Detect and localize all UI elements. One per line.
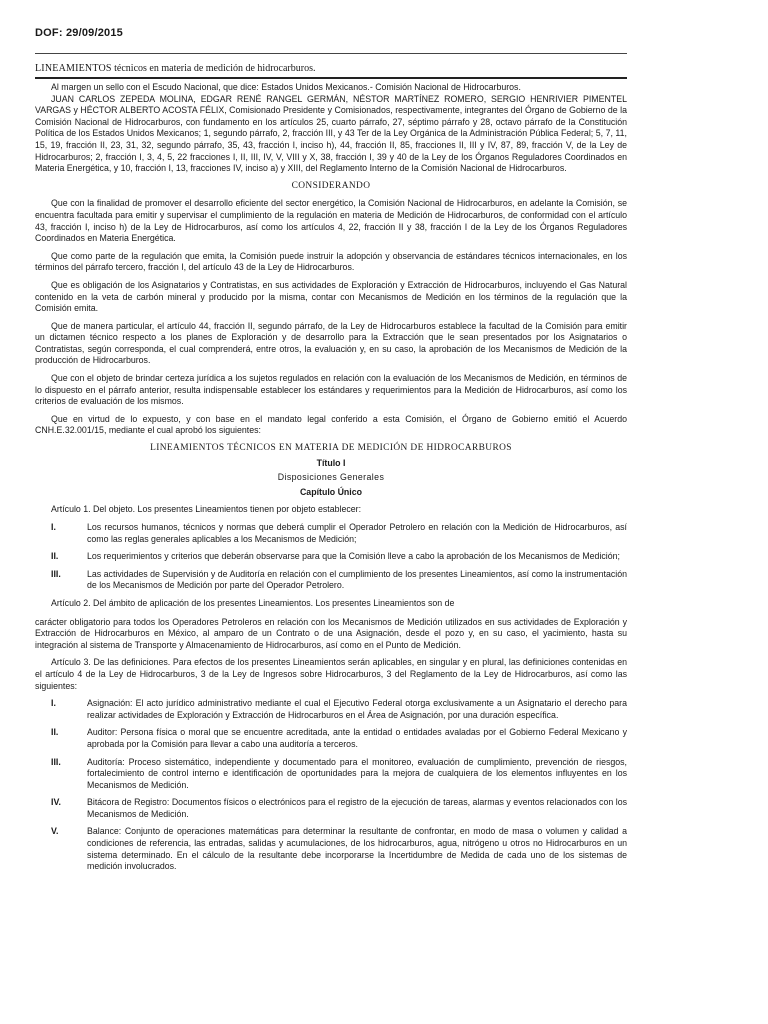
signatories-paragraph: JUAN CARLOS ZEPEDA MOLINA, EDGAR RENÉ RANGEL GERMÁN, NÉSTOR MARTÍNEZ ROMERO, SERGIO HENRIVIER PIMENTEL VARGAS y HÉCTOR ALBERTO ACOSTA FÉLIX, Comisionado Presidente y Comisionados, respectivamente, integrantes del Órgano de Gobierno de la Comisión Nacional de Hidrocarburos, con fundamento en los artículos 25, cuarto párrafo, 27, séptimo párrafo y 28, octavo párrafo de la Constitución Política de los Estados Unidos Mexicanos; 1, segundo párrafo, 2, fracción III, y 43 Ter de la Ley Orgánica de la Administración Pública Federal; 5, 7, 11, 15, 19, fracción II, 23, 31, 32, segundo párrafo, 35, 43, fracción I, inciso h), 44, fracción II, 85, fracciones II, III y IV, 87, 89, fracción V, de la Ley de Hidrocarburos; 2, fracción I, 3, 4, 5, 22 fracciones I, II, III, IV, V, VIII y X, 38, fracción I, 39 y 40 de la Ley de los Órganos Reguladores Coordinados en Materia Energética, y 10, fracción I, 13, fracciones IV, inciso a) y XIII, del Reglamento Interno de la Comisión Nacional de Hidrocarburos. xyxy=(35,93,627,174)
item-text: Los recursos humanos, técnicos y normas que deberá cumplir el Operador Petrolero en relación con la Medición de Hidrocarburos, así como las reglas generales aplicables a los Mecanismos de Medición; xyxy=(87,522,627,544)
item-text: Las actividades de Supervisión y de Auditoría en relación con el cumplimiento de los presentes Lineamientos, así como la instrumentación de los Mecanismos de Medición por parte del Operador Petrolero. xyxy=(87,568,627,591)
item-number: II. xyxy=(51,551,59,562)
capitulo-heading: Capítulo Único xyxy=(299,486,363,497)
item-number: V. xyxy=(51,826,59,837)
dof-date: DOF: 29/09/2015 xyxy=(35,27,123,39)
document-title xyxy=(35,63,315,74)
article-1: Artículo 1. Del objeto. Los presentes Lineamientos tienen por objeto establecer: xyxy=(51,504,362,515)
margin-note: Al margen un sello con el Escudo Nacional, que dice: Estados Unidos Mexicanos.- Comisión Nacional de Hidrocarburos. xyxy=(51,82,521,92)
title-divider xyxy=(35,77,627,79)
item-text: Asignación: El acto jurídico administrativo mediante el cual el Ejecutivo Federal otorga exclusivamente a un Asignatario el derecho para realizar actividades de Exploración y Extracción de Hidrocarburos en el Área de Asignación, por una duración específica. xyxy=(87,698,627,720)
item-number: III. xyxy=(51,568,61,579)
considerando-paragraph: Que como parte de la regulación que emita, la Comisión puede instruir la adopción y observancia de estándares técnicos internacionales, en los términos del párrafo tercero, fracción I, del artículo 43 de la Ley de Hidrocarburos. xyxy=(35,250,627,273)
title-rest: técnicos en materia de medición de hidrocarburos. xyxy=(111,63,316,74)
titulo-heading: Título I xyxy=(316,457,346,468)
article-3: Artículo 3. De las definiciones. Para efectos de los presentes Lineamientos serán aplicables, en singular y en plural, las definiciones contenidas en el artículo 4 de la Ley de Hidrocarburos, 3 de la Ley de Ingresos sobre Hidrocarburos, 3 del Reglamento de la Ley de Hidrocarburos, así como las siguientes: xyxy=(35,657,627,691)
item-number: I. xyxy=(51,522,56,532)
considerando-paragraph: Que con la finalidad de promover el desarrollo eficiente del sector energético, la Comisión Nacional de Hidrocarburos, en adelante la Comisión, se encuentra facultada para emitir y supervisar el cumplimiento de la regulación en materia de Medición de Hidrocarburos, de conformidad con el artículo 43, fracción I, inciso h) de la Ley de Hidrocarburos, así como los artículos 4, 22, fracción II y 38, fracción I de la Ley de los Órganos Reguladores Coordinados en Materia Energética. xyxy=(35,198,627,244)
article-2-body: carácter obligatorio para todos los Operadores Petroleros en relación con los Mecanismos de Medición utilizados en sus actividades de Exploración y Extracción de Hidrocarburos en México, al amparo de un Contrato o de una Asignación, desde el pozo y, en su caso, el yacimiento, hasta su integración al sistema de Transporte y Almacenamiento de Hidrocarburos, así como en el Punto de Medición. xyxy=(35,616,627,650)
considerando-paragraph: Que en virtud de lo expuesto, y con base en el mandato legal conferido a esta Comisión, el Órgano de Gobierno emitió el Acuerdo CNH.E.32.001/15, mediante el cual aprobó los siguientes: xyxy=(35,413,627,436)
item-number: IV. xyxy=(51,797,61,808)
subtitulo-heading: Disposiciones Generales xyxy=(277,472,385,483)
considerando-paragraph: Que con el objeto de brindar certeza jurídica a los sujetos regulados en relación con la evaluación de los Mecanismos de Medición, en términos de lo dispuesto en el párrafo anterior, resulta indispensable establecer los estándares y requerimientos para la Medición de Hidrocarburos, así como los criterios de evaluación de los mismos. xyxy=(35,373,627,407)
list-item xyxy=(35,698,627,721)
considerando-paragraph: Que es obligación de los Asignatarios y Contratistas, en sus actividades de Exploración y Extracción de Hidrocarburos, incluyendo el Gas Natural contenido en la veta de carbón mineral y producido por la misma, contar con Mecanismos de Medición en los términos de la regulación que la Comisión emita. xyxy=(35,279,627,314)
item-number: II. xyxy=(51,727,59,738)
item-text: Bitácora de Registro: Documentos físicos o electrónicos para el registro de la ejecución de tareas, alarmas y eventos relacionados con los Mecanismos de Medición. xyxy=(87,797,627,819)
item-number: III. xyxy=(51,756,61,767)
item-number: I. xyxy=(51,698,56,709)
list-item xyxy=(35,522,627,545)
list-item xyxy=(35,551,627,563)
considerando-paragraph: Que de manera particular, el artículo 44, fracción II, segundo párrafo, de la Ley de Hidrocarburos establece la facultad de la Comisión para emitir un dictamen técnico respecto a los planes de Exploración y de desarrollo para la Extracción que le sean presentados por los Asignatarios o Contratistas, según corresponda, el cual comprenderá, entre otros, la evaluación y, en su caso, la aprobación de los Mecanismos de Medición de la producción de Hidrocarburos. xyxy=(35,320,627,366)
document-body xyxy=(35,82,627,879)
item-text: Auditoría: Proceso sistemático, independiente y documentado para el monitoreo, evaluación de cumplimiento, prevención de riesgos, fortalecimiento de control interno e identificación de oportunidades para la mejora de cualquiera de los elementos influyentes en los Mecanismos de Medición. xyxy=(87,756,627,790)
top-divider xyxy=(35,53,627,54)
lineamientos-heading: LINEAMIENTOS TÉCNICOS EN MATERIA DE MEDICIÓN DE HIDROCARBUROS xyxy=(150,443,512,454)
list-item xyxy=(35,727,627,750)
item-text: Balance: Conjunto de operaciones matemáticas para determinar la resultante de confrontar, en modo de masa o volumen y calidad a condiciones de referencia, las entradas, salidas y acumulaciones, de los hidrocarburos, agua, nitrógeno u otros no Hidrocarburos en un sistema determinado. En el cálculo de la resultante debe incorporarse la Incertidumbre de Medida de cada uno de los sistemas de medición involucrados. xyxy=(87,826,627,872)
list-item xyxy=(35,569,627,592)
list-item xyxy=(35,797,627,820)
list-item xyxy=(35,826,627,872)
item-text: Los requerimientos y criterios que deberán observarse para que la Comisión lleve a cabo la aprobación de los Mecanismos de Medición; xyxy=(87,551,620,562)
item-text: Auditor: Persona física o moral que se encuentre acreditada, ante la entidad o entidades avaladas por el Gobierno Federal Mexicano y aprobada por la Comisión para llevar a cabo una auditoría a terceros. xyxy=(87,727,627,749)
article-2-lead: Artículo 2. Del ámbito de aplicación de los presentes Lineamientos. Los presentes Lineamientos son de xyxy=(51,597,455,608)
title-caps: LINEAMIENTOS xyxy=(35,63,112,74)
list-item xyxy=(35,757,627,792)
considerando-heading: CONSIDERANDO xyxy=(291,180,371,191)
